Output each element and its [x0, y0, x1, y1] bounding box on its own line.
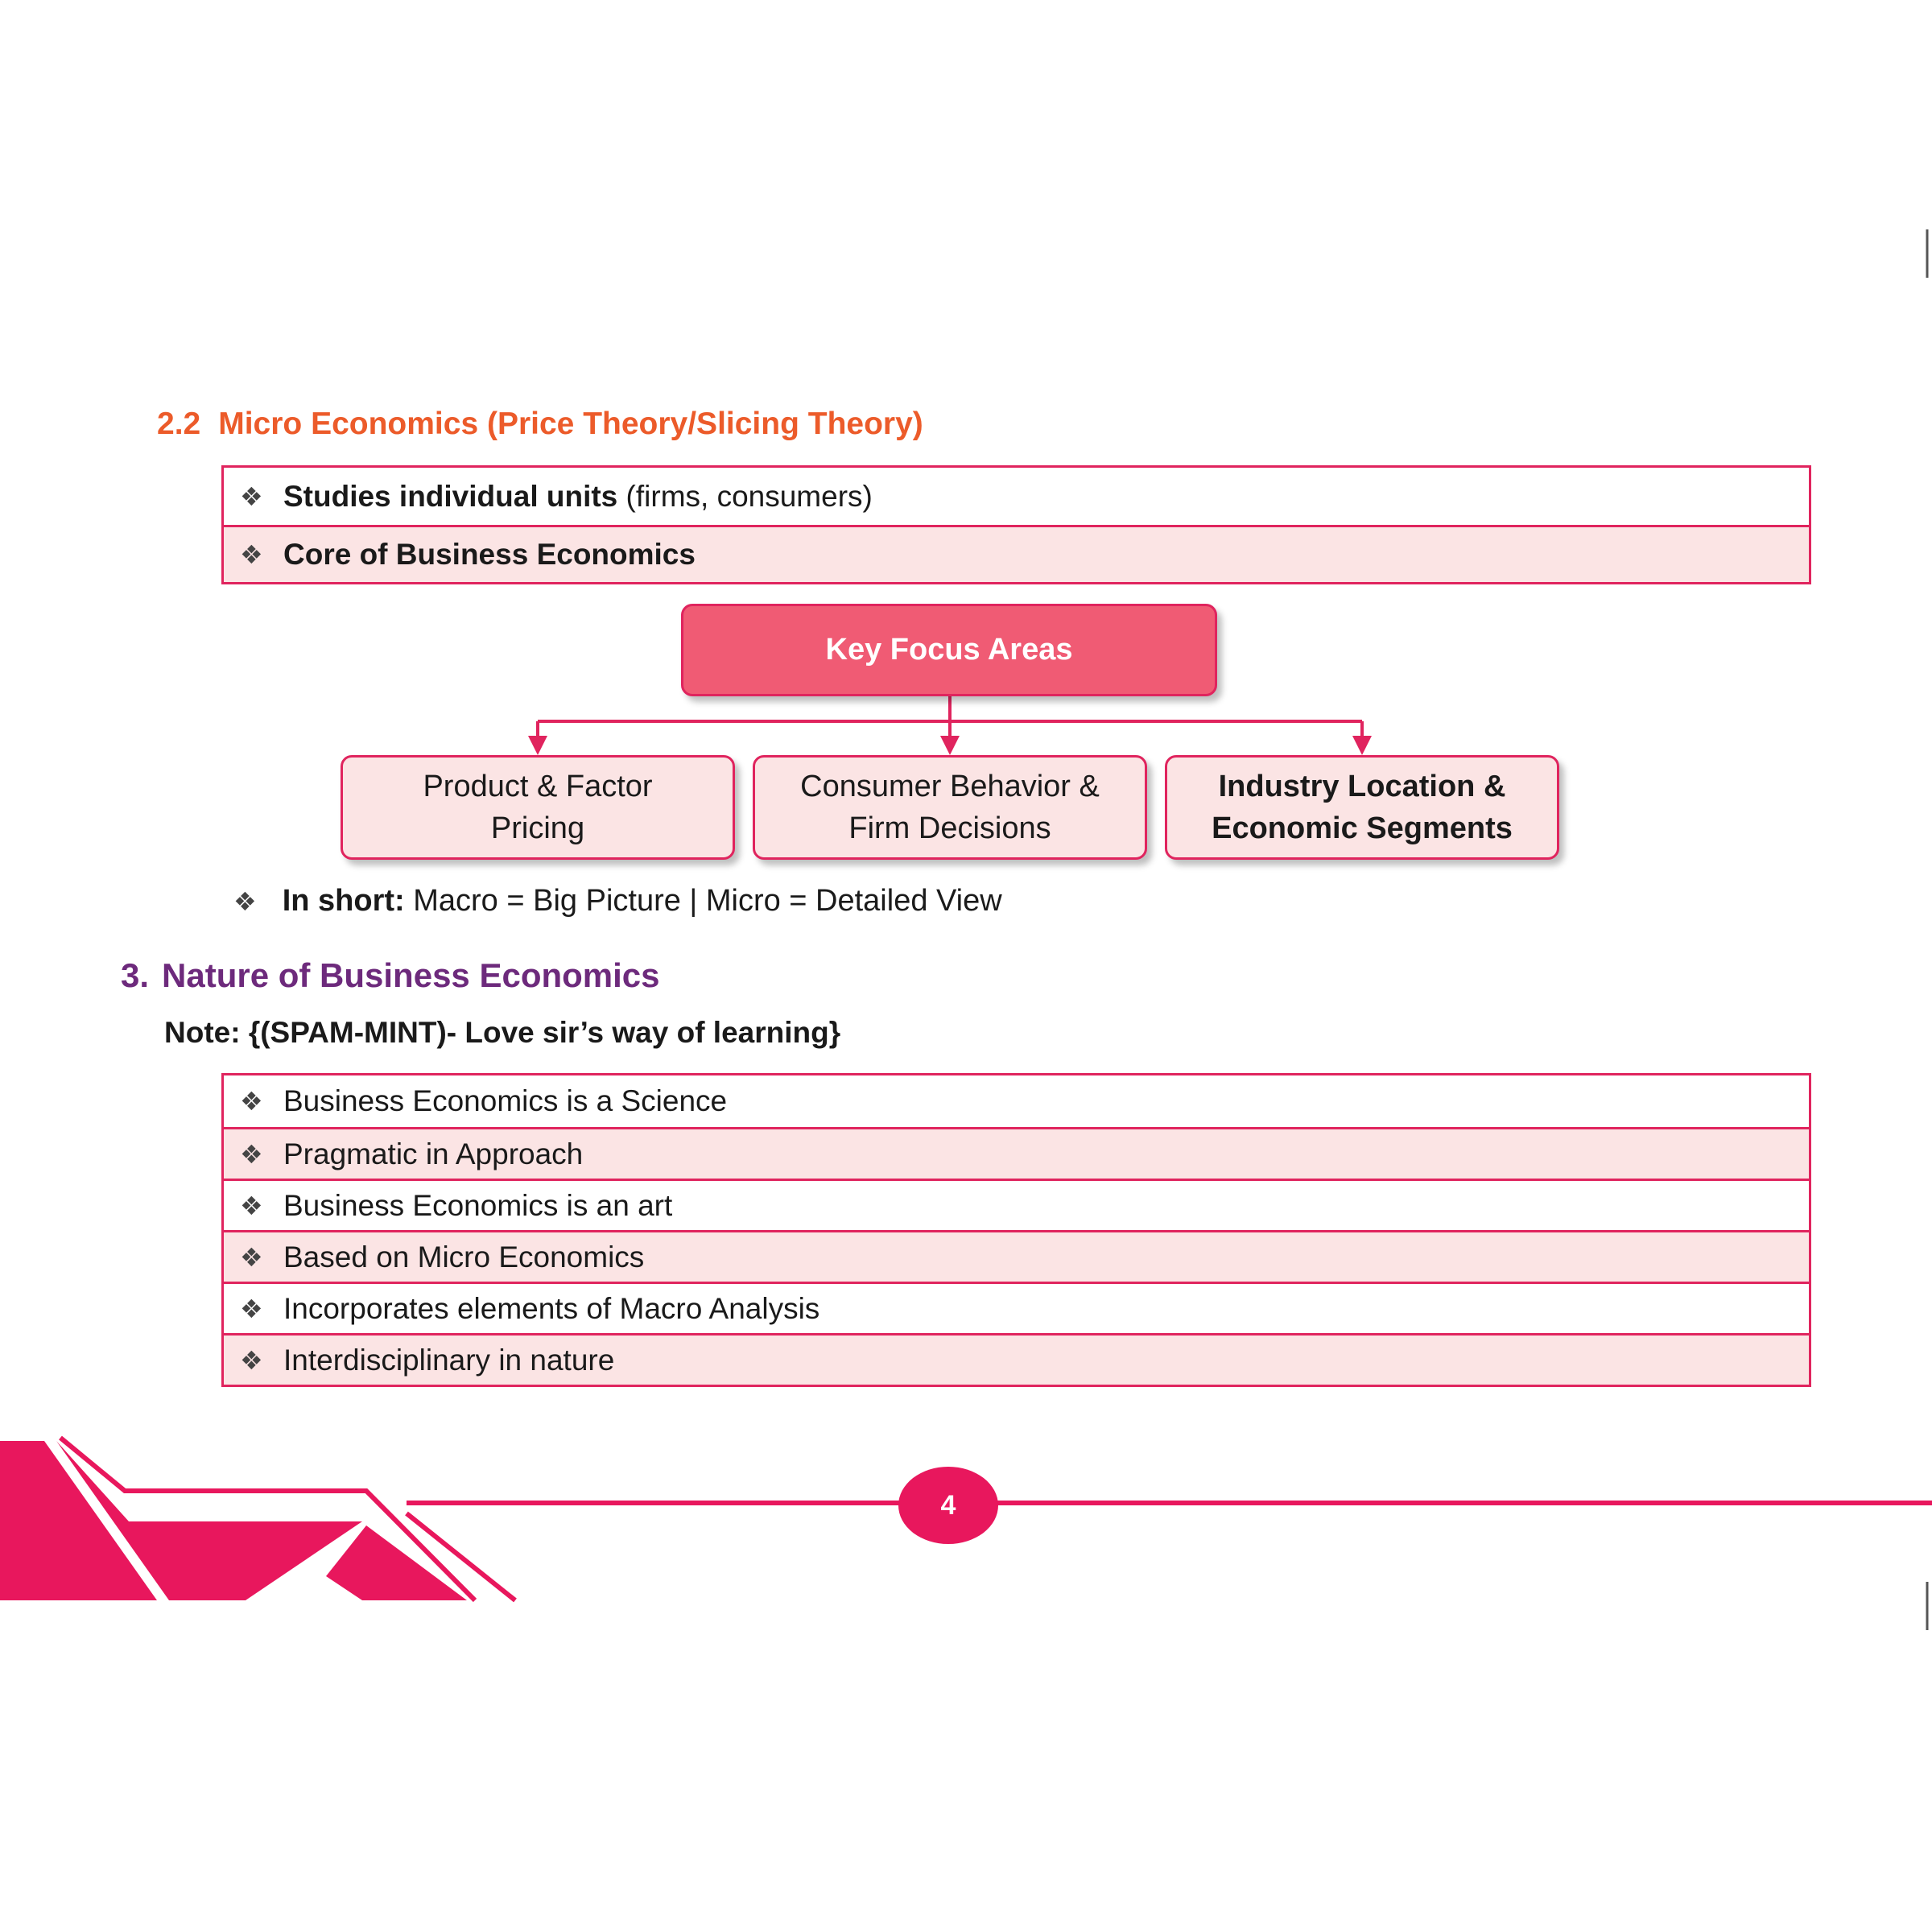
- footer-shape-left: [0, 1441, 157, 1600]
- section-number: 3.: [121, 956, 150, 994]
- row-bold-text: Core of Business Economics: [283, 538, 696, 571]
- row-text: Business Economics is a Science: [283, 1084, 728, 1117]
- footer-shape-right: [326, 1525, 467, 1600]
- section-title: Nature of Business Economics: [162, 956, 660, 994]
- row-bold-text: Studies individual units: [283, 479, 618, 513]
- focus-box-line: Economic Segments: [1212, 811, 1513, 845]
- row-text: Based on Micro Economics: [283, 1240, 645, 1274]
- section-title: Micro Economics (Price Theory/Slicing Theory): [218, 407, 923, 441]
- page-number: 4: [898, 1467, 998, 1544]
- row-text: Incorporates elements of Macro Analysis: [283, 1291, 820, 1325]
- row-text: Interdisciplinary in nature: [283, 1343, 615, 1377]
- focus-box-line: Firm Decisions: [848, 811, 1051, 845]
- note-line: Note: {(SPAM-MINT)- Love sir’s way of learning}: [164, 1016, 841, 1049]
- key-focus-areas-box: Key Focus Areas: [681, 604, 1217, 696]
- bullet-icon: ❖: [233, 887, 257, 916]
- bullet-icon: ❖: [240, 1345, 263, 1375]
- bullet-icon: ❖: [240, 1294, 263, 1323]
- bullet-icon: ❖: [240, 1242, 263, 1272]
- bullet-icon: ❖: [240, 540, 263, 569]
- section-number: 2.2: [157, 407, 201, 441]
- bullet-icon: ❖: [240, 1191, 263, 1220]
- row-text: Pragmatic in Approach: [283, 1137, 584, 1170]
- in-short-label: In short:: [282, 884, 405, 918]
- bullet-icon: ❖: [240, 1087, 263, 1116]
- focus-box-line: Industry Location &: [1218, 770, 1506, 803]
- row-text: (firms, consumers): [617, 479, 873, 513]
- focus-box-line: Consumer Behavior &: [800, 770, 1100, 803]
- bullet-icon: ❖: [240, 1139, 263, 1169]
- focus-box-line: Product & Factor: [423, 770, 653, 803]
- focus-box-line: Pricing: [490, 811, 585, 845]
- row-text: Business Economics is an art: [283, 1188, 673, 1222]
- in-short-text: Macro = Big Picture | Micro = Detailed View: [404, 884, 1002, 918]
- bullet-icon: ❖: [240, 481, 263, 511]
